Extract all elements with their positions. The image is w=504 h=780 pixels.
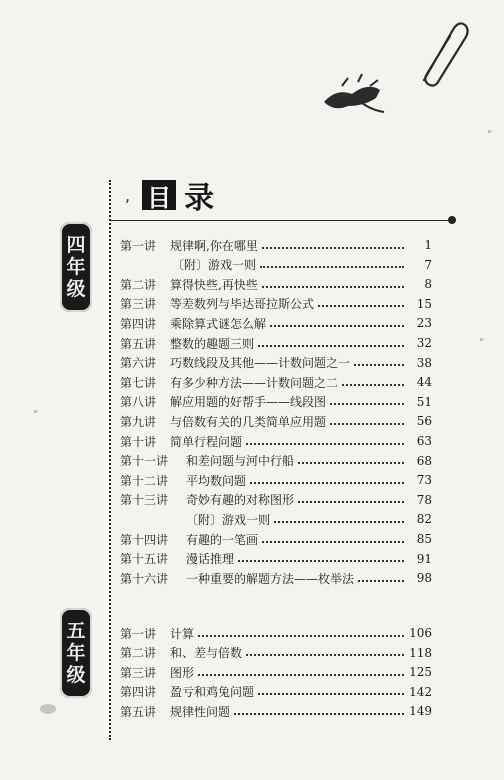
- toc-entry[interactable]: [120, 683, 432, 701]
- toc-lecture-number: 第四讲: [120, 316, 157, 331]
- toc-lecture-number: 第九讲: [120, 414, 157, 429]
- toc-lecture-number: 第十五讲: [120, 552, 169, 567]
- toc-page-number: 106: [409, 626, 432, 640]
- toc-entry[interactable]: [120, 334, 432, 352]
- toc-page-number: 149: [409, 704, 432, 719]
- toc-leader-dots: [258, 692, 404, 695]
- speck: [480, 338, 483, 341]
- badge-char: 五: [66, 620, 86, 642]
- toc-page-number: 44: [416, 375, 432, 390]
- toc-page-number: 91: [416, 551, 432, 566]
- toc-leader-dots: [246, 653, 404, 656]
- toc-page-number: 63: [416, 434, 432, 448]
- toc-leader-dots: [262, 246, 404, 249]
- toc-leader-dots: [262, 540, 404, 543]
- toc-entry[interactable]: [120, 314, 432, 332]
- badge-char: 年: [66, 642, 86, 664]
- toc-title: 与倍数有关的几类简单应用题: [170, 414, 327, 429]
- badge-char: 级: [66, 664, 86, 686]
- toc-title: 整数的趣题三则: [170, 336, 255, 351]
- toc-title: 巧数线段及其他——计数问题之一: [170, 356, 351, 371]
- toc-lecture-number: 第十六讲: [120, 571, 169, 586]
- toc-entry[interactable]: [120, 702, 432, 720]
- toc-entry[interactable]: [120, 393, 432, 411]
- ink-scribble-icon: [318, 72, 388, 120]
- toc-page-number: 82: [416, 512, 432, 527]
- toc-title: 〔附〕游戏一则: [186, 512, 271, 527]
- toc-title: 奇妙有趣的对称图形: [186, 493, 295, 508]
- toc-lecture-number: 第十讲: [120, 434, 157, 449]
- toc-title: 计算: [170, 626, 195, 641]
- toc-entry[interactable]: [120, 412, 432, 430]
- toc-leader-dots: [260, 265, 404, 268]
- toc-page-number: 23: [416, 316, 432, 331]
- toc-leader-dots: [234, 712, 404, 715]
- title-box-char: 目: [142, 180, 176, 210]
- toc-entry[interactable]: [120, 644, 432, 662]
- toc-page-number: 125: [409, 665, 432, 680]
- toc-page-number: 56: [416, 414, 432, 429]
- toc-page-number: 38: [416, 355, 432, 370]
- toc-title: 有多少种方法——计数问题之二: [170, 375, 339, 390]
- toc-entry[interactable]: [120, 373, 432, 391]
- title-rule-dot: [448, 216, 456, 224]
- toc-title: 图形: [170, 665, 195, 680]
- toc-title: 等差数列与毕达哥拉斯公式: [170, 297, 315, 312]
- toc-leader-dots: [354, 363, 404, 366]
- toc-title: 盈亏和鸡兔问题: [170, 685, 255, 700]
- toc-lecture-number: 第二讲: [120, 646, 157, 661]
- toc-title: 漫话推理: [186, 552, 235, 567]
- toc-title: 有趣的一笔画: [186, 532, 259, 547]
- grade-five-badge: [60, 608, 92, 698]
- toc-lecture-number: 第三讲: [120, 297, 157, 312]
- toc-entry[interactable]: [120, 236, 432, 254]
- toc-lecture-number: 第十二讲: [120, 473, 169, 488]
- toc-leader-dots: [298, 461, 404, 464]
- toc-leader-dots: [270, 324, 404, 327]
- toc-entry[interactable]: [120, 663, 432, 681]
- page-title: [125, 178, 217, 216]
- dotted-margin-line: [109, 180, 111, 740]
- toc-page-number: 8: [424, 277, 432, 292]
- toc-leader-dots: [274, 520, 404, 523]
- toc-entry[interactable]: [120, 569, 432, 587]
- toc-title: 规律啊,你在哪里: [170, 238, 258, 253]
- toc-entry[interactable]: [120, 471, 432, 489]
- toc-entry[interactable]: [120, 275, 432, 293]
- toc-title: 和、差与倍数: [170, 646, 243, 661]
- badge-char: 年: [66, 256, 86, 278]
- speck: [40, 704, 56, 714]
- toc-page-number: 51: [416, 394, 432, 409]
- toc-page-number: 15: [416, 296, 432, 311]
- toc-lecture-number: 第二讲: [120, 277, 157, 292]
- toc-title: 和差问题与河中行船: [186, 454, 295, 469]
- toc-leader-dots: [262, 285, 404, 288]
- toc-title: 规律性问题: [170, 704, 231, 719]
- toc-lecture-number: 第四讲: [120, 685, 157, 700]
- toc-title: 简单行程问题: [170, 434, 243, 449]
- toc-page-number: 7: [424, 257, 432, 272]
- toc-leader-dots: [198, 673, 404, 676]
- toc-page-number: 78: [416, 492, 432, 507]
- toc-lecture-number: 第八讲: [120, 395, 157, 410]
- badge-char: 级: [66, 278, 86, 300]
- toc-leader-dots: [258, 344, 404, 347]
- toc-leader-dots: [298, 500, 404, 503]
- toc-lecture-number: 第十一讲: [120, 454, 169, 469]
- speck: [34, 410, 37, 413]
- toc-title: 〔附〕游戏一则: [172, 258, 257, 273]
- toc-entry[interactable]: [120, 432, 432, 450]
- toc-leader-dots: [330, 402, 404, 405]
- paperclip-icon: [410, 18, 470, 88]
- toc-title: 算得快些,再快些: [170, 277, 258, 292]
- toc-entry[interactable]: [120, 354, 432, 372]
- toc-page-number: 118: [409, 645, 432, 660]
- toc-leader-dots: [318, 304, 404, 307]
- toc-leader-dots: [342, 383, 404, 386]
- toc-page-number: 98: [416, 571, 432, 586]
- toc-page-number: 85: [416, 532, 432, 546]
- toc-leader-dots: [358, 579, 404, 582]
- toc-lecture-number: 第十三讲: [120, 493, 169, 508]
- toc-leader-dots: [246, 442, 404, 445]
- toc-leader-dots: [238, 559, 404, 562]
- toc-leader-dots: [198, 634, 404, 637]
- toc-lecture-number: 第一讲: [120, 626, 157, 641]
- toc-title: 平均数问题: [186, 473, 247, 488]
- toc-page-number: 1: [424, 238, 432, 252]
- title-rule: [110, 220, 450, 221]
- toc-entry[interactable]: [120, 530, 432, 548]
- toc-page-number: 142: [409, 684, 432, 699]
- toc-entry[interactable]: [120, 452, 432, 470]
- toc-entry[interactable]: [120, 295, 432, 313]
- toc-entry[interactable]: [120, 624, 432, 642]
- toc-entry[interactable]: [120, 510, 432, 528]
- toc-title: 一种重要的解题方法——枚举法: [186, 571, 355, 586]
- toc-lecture-number: 第一讲: [120, 238, 157, 253]
- toc-lecture-number: 第五讲: [120, 336, 157, 351]
- toc-lecture-number: 第五讲: [120, 704, 157, 719]
- title-mark: ,: [125, 185, 131, 205]
- toc-leader-dots: [250, 481, 404, 484]
- toc-page-number: 73: [416, 473, 432, 488]
- toc-title: 解应用题的好帮手——线段图: [170, 395, 327, 410]
- toc-page-number: 68: [416, 453, 432, 468]
- toc-page-number: 32: [416, 336, 432, 350]
- toc-leader-dots: [330, 422, 404, 425]
- toc-lecture-number: 第六讲: [120, 356, 157, 371]
- toc-title: 乘除算式谜怎么解: [170, 316, 267, 331]
- grade-four-badge: [60, 222, 92, 312]
- speck: [488, 130, 491, 133]
- toc-lecture-number: 第十四讲: [120, 532, 169, 547]
- badge-char: 四: [66, 234, 86, 256]
- toc-entry[interactable]: [120, 256, 432, 274]
- toc-lecture-number: 第三讲: [120, 665, 157, 680]
- toc-entry[interactable]: [120, 491, 432, 509]
- title-char: 录: [184, 181, 217, 216]
- toc-lecture-number: 第七讲: [120, 375, 157, 390]
- toc-entry[interactable]: [120, 550, 432, 568]
